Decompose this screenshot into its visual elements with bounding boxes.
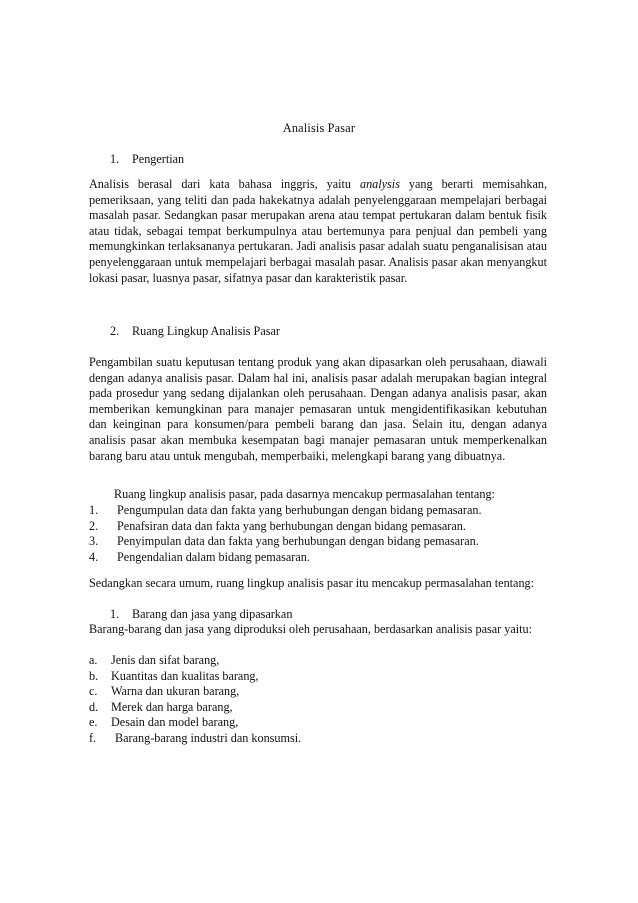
- list-item: c. Warna dan ukuran barang,: [89, 684, 240, 699]
- list-item: 3. Penyimpulan data dan fakta yang berhubungan dengan bidang pemasaran.: [89, 534, 479, 549]
- section-1-paragraph: [89, 177, 547, 286]
- section-2-paragraph-text: Pengambilan suatu keputusan tentang produk yang akan dipasarkan oleh perusahaan, diawali dengan adanya analisis pasar. Dalam hal ini, analisis pasar adalah merupakan bagian integral pada prosedur yang sedang dijalankan oleh perusahaan. Dengan adanya analisis pasar, akan memberikan kemungkinan para manajer pemasaran untuk mengidentifikasikan kebutuhan dan keinginan para konsumen/para pembeli barang dan jasa. Selain itu, dengan adanya analisis pasar akan membuka kesempatan bagi manajer pemasaran untuk memperkenalkan barang baru atau untuk mengubah, memperbaiki, melengkapi barang yang dibuatnya.: [89, 355, 547, 463]
- general-paragraph-text: Sedangkan secara umum, ruang lingkup analisis pasar itu mencakup permasalahan tentang:: [89, 576, 535, 590]
- sub-paragraph: [89, 622, 547, 638]
- section-1-title: Pengertian: [132, 152, 185, 166]
- section-2-title: Ruang Lingkup Analisis Pasar: [132, 324, 280, 338]
- sub-paragraph-text: Barang-barang dan jasa yang diproduksi oleh perusahaan, berdasarkan analisis pasar yaitu:: [89, 622, 532, 636]
- section-1-heading: [110, 152, 184, 168]
- list-item: e. Desain dan model barang,: [89, 715, 239, 730]
- alpha-list: [89, 653, 559, 747]
- section-1-text-start: Analisis berasal dari kata bahasa inggris, yaitu: [89, 177, 360, 191]
- list-item: 4. Pengendalian dalam bidang pemasaran.: [89, 549, 310, 564]
- section-1-number: 1.: [110, 152, 120, 166]
- document-title: Analisis Pasar: [282, 121, 356, 135]
- section-2-paragraph: [89, 355, 547, 464]
- list-item: b. Kuantitas dan kualitas barang,: [89, 668, 259, 683]
- term-analysis: analysis: [359, 177, 400, 191]
- section-2-heading: [110, 324, 280, 340]
- list-item: f. Barang-barang industri dan konsumsi.: [89, 730, 302, 745]
- sub-heading-title: Barang dan jasa yang dipasarkan: [132, 607, 293, 621]
- sub-heading-number: 1.: [110, 607, 120, 621]
- section-1-text-rest: yang berarti memisahkan, pemeriksaan, yang teliti dan pada hakekatnya adalah penyelenggaraan mempelajari berbagai masalah pasar. Sedangkan pasar merupakan arena atau tempat pertukaran dalam bentuk fisik atau tidak, sebagai tempat berkumpulnya atau bertemunya para penjual dan pembeli yang memungkinkan terlaksananya pertukaran. Jadi analisis pasar adalah suatu penganalisisan atau penyelenggaraan untuk mempelajari berbagai masalah pasar. Analisis pasar akan menyangkut lokasi pasar, luasnya pasar, sifatnya pasar dan karakteristik pasar.: [89, 177, 548, 285]
- scope-intro: Ruang lingkup analisis pasar, pada dasarnya mencakup permasalahan tentang:: [114, 487, 495, 501]
- section-2-number: 2.: [110, 324, 120, 338]
- list-item: d. Merek dan harga barang,: [89, 699, 233, 714]
- list-item: 1. Pengumpulan data dan fakta yang berhubungan dengan bidang pemasaran.: [89, 503, 482, 517]
- list-item: a. Jenis dan sifat barang,: [89, 653, 220, 667]
- scope-list: [89, 503, 559, 565]
- sub-heading: [110, 607, 292, 623]
- general-paragraph: [89, 576, 547, 592]
- list-item: 2. Penafsiran data dan fakta yang berhubungan dengan bidang pemasaran.: [89, 518, 466, 533]
